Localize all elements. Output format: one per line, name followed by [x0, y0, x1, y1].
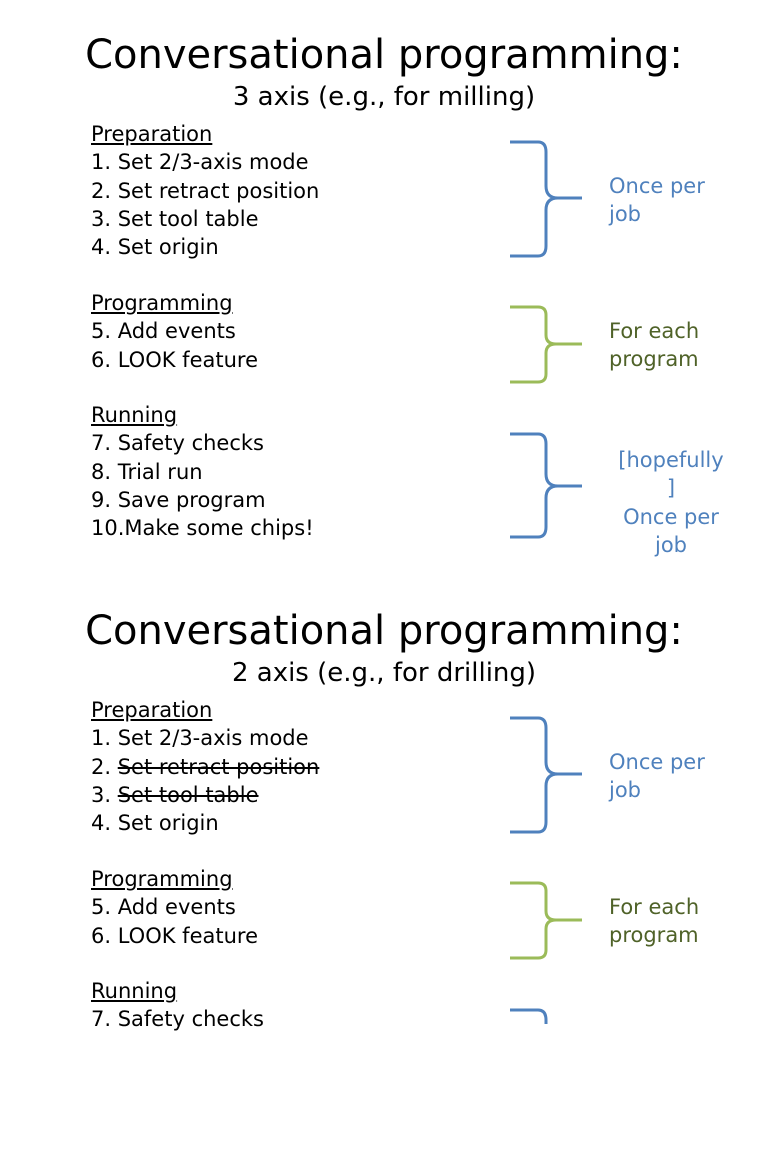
step-item-struck: 2. Set retract position: [91, 754, 320, 779]
step-item: 7. Safety checks: [91, 1007, 264, 1032]
step-item: 4. Set origin: [91, 235, 219, 260]
slide-title: Conversational programming:: [85, 608, 683, 654]
step-item: 1. Set 2/3-axis mode: [91, 726, 309, 751]
section-programming: [91, 289, 258, 374]
step-item: 10.Make some chips!: [91, 516, 314, 541]
section-heading: Running: [91, 403, 178, 427]
section-heading: Programming: [91, 867, 233, 891]
step-item: 4. Set origin: [91, 811, 219, 836]
section-heading: Preparation: [91, 698, 213, 722]
step-item: 6. LOOK feature: [91, 923, 258, 948]
section-running: [91, 401, 314, 542]
section-programming: [91, 865, 258, 950]
section-heading: Running: [91, 979, 178, 1003]
step-item: 5. Add events: [91, 895, 236, 920]
note-once-per-job: Once per job: [609, 174, 705, 227]
curly-brace-icon: [508, 1008, 588, 1024]
slide-2-axis: [0, 576, 768, 1152]
step-item: 2. Set retract position: [91, 178, 320, 203]
section-preparation: [91, 120, 319, 261]
curly-brace-icon: [508, 432, 588, 540]
slide-subtitle: 2 axis (e.g., for drilling): [231, 658, 537, 688]
step-item: 1. Set 2/3-axis mode: [91, 150, 309, 175]
curly-brace-icon: [508, 305, 588, 385]
curly-brace-icon: [508, 140, 588, 258]
step-item: 6. LOOK feature: [91, 347, 258, 372]
step-item: 7. Safety checks: [91, 431, 264, 456]
step-item-struck: 3. Set tool table: [91, 782, 259, 807]
step-item: 5. Add events: [91, 319, 236, 344]
curly-brace-icon: [508, 881, 588, 961]
curly-brace-icon: [508, 716, 588, 834]
section-preparation: [91, 696, 319, 837]
step-item: 3. Set tool table: [91, 206, 259, 231]
note-once-per-job: Once per job: [609, 750, 705, 803]
note-hopefully-once-per-job: [hopefully ] Once per job: [618, 448, 724, 557]
step-item: 8. Trial run: [91, 459, 203, 484]
slide-title: Conversational programming:: [85, 32, 683, 78]
slide-subtitle: 3 axis (e.g., for milling): [232, 82, 536, 112]
note-for-each-program: For each program: [609, 895, 700, 948]
section-heading: Programming: [91, 291, 233, 315]
section-heading: Preparation: [91, 122, 213, 146]
step-item: 9. Save program: [91, 487, 266, 512]
note-for-each-program: For each program: [609, 319, 700, 372]
section-running: [91, 977, 264, 1034]
